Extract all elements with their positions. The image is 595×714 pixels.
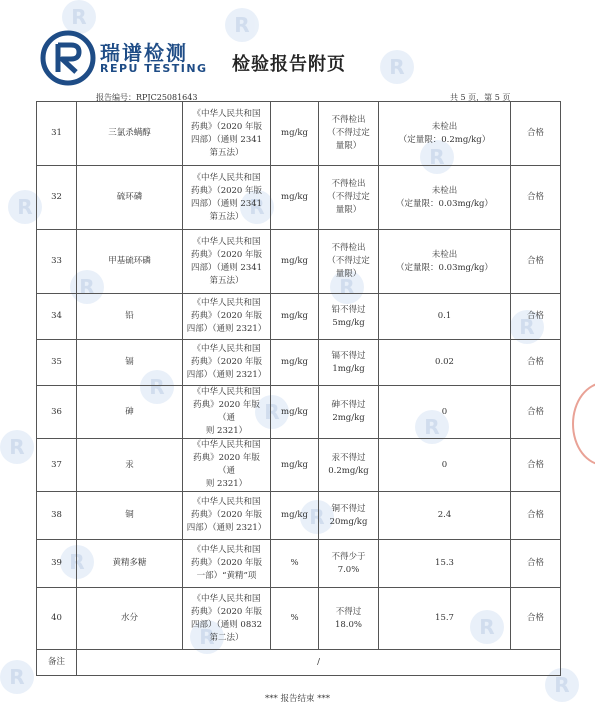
- standard-limit: [319, 492, 379, 540]
- test-method-line: 《中华人民共和国: [192, 545, 261, 555]
- standard-limit-line: 5mg/kg: [332, 317, 365, 328]
- official-stamp: [572, 382, 595, 466]
- test-item: 砷: [77, 386, 183, 439]
- row-number: 34: [37, 294, 77, 340]
- table-row: [37, 166, 561, 230]
- judgement: 合格: [511, 386, 561, 439]
- watermark-logo: [0, 430, 34, 464]
- test-method: [183, 230, 271, 294]
- row-number: 32: [37, 166, 77, 230]
- test-method-line: 《中华人民共和国: [192, 108, 261, 119]
- row-number: 36: [37, 386, 77, 439]
- test-item: 黄精多糖: [77, 540, 183, 588]
- test-result-line: 未检出: [431, 249, 458, 260]
- test-result: [379, 540, 511, 588]
- test-method-line: 则 2321）: [205, 479, 248, 489]
- test-method-line: 四部）（通则 2341: [190, 198, 263, 209]
- report-end: *** 报告结束 ***: [265, 694, 330, 704]
- standard-limit-line: 1mg/kg: [332, 363, 365, 374]
- row-number: 35: [37, 340, 77, 386]
- test-result-line: 0: [441, 406, 448, 417]
- table-row: [37, 102, 561, 166]
- test-method-line: 《中华人民共和国: [192, 236, 261, 247]
- test-method: [183, 166, 271, 230]
- standard-limit: [319, 102, 379, 166]
- standard-limit: [319, 540, 379, 588]
- judgement: 合格: [511, 588, 561, 650]
- test-result: [379, 102, 511, 166]
- standard-limit-line: （不得过定: [327, 192, 370, 202]
- unit: mg/kg: [271, 439, 319, 492]
- test-method-line: 四部）（通则 0832: [190, 619, 263, 630]
- unit: %: [271, 540, 319, 588]
- test-method-line: 药典》（2020 年版: [190, 121, 263, 132]
- test-method-line: 第五法）: [209, 211, 244, 222]
- test-method-line: 《中华人民共和国: [192, 344, 261, 354]
- table-row: [37, 386, 561, 439]
- test-result-line: 未检出: [431, 121, 458, 132]
- unit: mg/kg: [271, 102, 319, 166]
- row-number: 33: [37, 230, 77, 294]
- standard-limit: [319, 230, 379, 294]
- test-result: [379, 588, 511, 650]
- brand-name-en: REPU TESTING: [100, 62, 208, 75]
- test-result-line: （定量限：0.03mg/kg）: [396, 198, 493, 209]
- test-method-line: 药典》2020 年版（通: [193, 453, 260, 476]
- test-method-line: 《中华人民共和国: [192, 387, 261, 397]
- standard-limit: [319, 166, 379, 230]
- test-method-line: 《中华人民共和国: [192, 593, 261, 604]
- test-result-line: 0.02: [435, 357, 454, 367]
- test-item: 铜: [77, 492, 183, 540]
- test-result-line: （定量限：0.03mg/kg）: [396, 262, 493, 273]
- remark-row: [37, 650, 561, 676]
- standard-limit-line: 不得过: [335, 606, 362, 617]
- test-method: [183, 386, 271, 439]
- test-method: [183, 588, 271, 650]
- remark-value: /: [77, 650, 561, 676]
- unit: %: [271, 588, 319, 650]
- standard-limit-line: 18.0%: [334, 619, 362, 630]
- judgement: 合格: [511, 540, 561, 588]
- test-method-line: 《中华人民共和国: [192, 440, 261, 450]
- test-method: [183, 492, 271, 540]
- test-result: [379, 439, 511, 492]
- test-method-line: 《中华人民共和国: [192, 172, 261, 183]
- test-method-line: 《中华人民共和国: [192, 298, 261, 308]
- test-method-line: 药典》（2020 年版: [190, 311, 263, 321]
- test-result: [379, 492, 511, 540]
- standard-limit-line: （不得过定: [327, 128, 370, 138]
- standard-limit-line: 不得少于: [331, 551, 366, 562]
- row-number: 40: [37, 588, 77, 650]
- standard-limit-line: 0.2mg/kg: [328, 466, 369, 476]
- test-item: 铅: [77, 294, 183, 340]
- standard-limit-line: 砷不得过: [331, 400, 366, 410]
- test-method-line: 药典》（2020 年版: [190, 249, 263, 260]
- test-method-line: 一部）“黄精”项: [196, 571, 257, 581]
- test-method-line: 药典》2020 年版（通: [193, 400, 260, 423]
- standard-limit-line: 铅不得过: [331, 304, 366, 315]
- judgement: 合格: [511, 294, 561, 340]
- test-method-line: 四部）（通则 2321）: [186, 370, 267, 380]
- row-number: 37: [37, 439, 77, 492]
- report-number: 报告编号：RPJC25081643: [96, 93, 198, 102]
- judgement: 合格: [511, 340, 561, 386]
- test-method-line: 四部）（通则 2321）: [186, 523, 267, 533]
- standard-limit-line: 20mg/kg: [329, 516, 368, 527]
- test-method-line: 药典》（2020 年版: [190, 510, 263, 520]
- standard-limit-line: 汞不得过: [331, 453, 366, 463]
- standard-limit-line: 不得检出: [331, 115, 366, 125]
- unit: mg/kg: [271, 166, 319, 230]
- test-result: [379, 294, 511, 340]
- unit: mg/kg: [271, 230, 319, 294]
- test-method-line: 第五法）: [209, 275, 244, 286]
- table-row: [37, 294, 561, 340]
- standard-limit-line: 铜不得过: [331, 503, 366, 514]
- judgement: 合格: [511, 102, 561, 166]
- test-result-line: 未检出: [431, 185, 458, 196]
- remark-label: 备注: [37, 650, 77, 676]
- row-number: 31: [37, 102, 77, 166]
- page-header: [0, 0, 595, 100]
- brand-name-cn: 瑞谱检测: [100, 41, 188, 65]
- test-method-line: 第五法）: [209, 147, 244, 158]
- test-result: [379, 166, 511, 230]
- test-result: [379, 230, 511, 294]
- table-row: [37, 340, 561, 386]
- unit: mg/kg: [271, 386, 319, 439]
- table-row: [37, 230, 561, 294]
- standard-limit-line: 量限）: [335, 205, 362, 215]
- test-item: 三氯杀螨醇: [77, 102, 183, 166]
- test-method: [183, 540, 271, 588]
- watermark-logo: [0, 660, 34, 694]
- table-row: [37, 540, 561, 588]
- test-result: [379, 340, 511, 386]
- test-item: 甲基硫环磷: [77, 230, 183, 294]
- test-method: [183, 102, 271, 166]
- test-method-line: 四部）（通则 2341: [190, 134, 263, 145]
- standard-limit-line: 镉不得过: [331, 350, 366, 361]
- test-item: 汞: [77, 439, 183, 492]
- standard-limit-line: 不得检出: [331, 179, 366, 189]
- standard-limit: [319, 386, 379, 439]
- test-result-line: 0.1: [437, 311, 452, 321]
- table-row: [37, 588, 561, 650]
- repu-logo-icon: [40, 30, 96, 86]
- test-method: [183, 294, 271, 340]
- unit: mg/kg: [271, 294, 319, 340]
- test-method-line: 第二法）: [209, 632, 244, 643]
- standard-limit-line: 不得检出: [331, 243, 366, 253]
- standard-limit: [319, 340, 379, 386]
- table-row: [37, 439, 561, 492]
- standard-limit-line: 量限）: [335, 141, 362, 151]
- test-method-line: 药典》（2020 年版: [190, 185, 263, 196]
- standard-limit: [319, 294, 379, 340]
- test-result-line: 2.4: [437, 510, 452, 520]
- test-result-line: 15.7: [435, 613, 454, 623]
- judgement: 合格: [511, 166, 561, 230]
- table-row: [37, 492, 561, 540]
- test-method-line: 则 2321）: [205, 426, 248, 436]
- standard-limit: [319, 439, 379, 492]
- judgement: 合格: [511, 439, 561, 492]
- test-method-line: 药典》（2020 年版: [190, 357, 263, 367]
- standard-limit: [319, 588, 379, 650]
- page-number: 共 5 页，第 5 页: [450, 93, 511, 102]
- test-result-line: 15.3: [435, 558, 454, 568]
- test-result-line: （定量限：0.2mg/kg）: [398, 134, 491, 145]
- test-method: [183, 439, 271, 492]
- test-method: [183, 340, 271, 386]
- row-number: 38: [37, 492, 77, 540]
- standard-limit-line: 量限）: [335, 269, 362, 279]
- test-result: [379, 386, 511, 439]
- judgement: 合格: [511, 230, 561, 294]
- results-table: [36, 101, 561, 676]
- test-method-line: 《中华人民共和国: [192, 497, 261, 507]
- unit: mg/kg: [271, 340, 319, 386]
- test-item: 水分: [77, 588, 183, 650]
- standard-limit-line: （不得过定: [327, 256, 370, 266]
- test-method-line: 药典》（2020 年版: [190, 606, 263, 617]
- test-item: 镉: [77, 340, 183, 386]
- test-method-line: 药典》（2020 年版: [190, 558, 263, 568]
- test-item: 硫环磷: [77, 166, 183, 230]
- standard-limit-line: 2mg/kg: [332, 413, 365, 423]
- row-number: 39: [37, 540, 77, 588]
- unit: mg/kg: [271, 492, 319, 540]
- page-title: 检验报告附页: [232, 54, 346, 75]
- standard-limit-line: 7.0%: [337, 564, 360, 575]
- judgement: 合格: [511, 492, 561, 540]
- test-result-line: 0: [441, 459, 448, 470]
- test-method-line: 四部）（通则 2341: [190, 262, 263, 273]
- test-method-line: 四部）（通则 2321）: [186, 324, 267, 334]
